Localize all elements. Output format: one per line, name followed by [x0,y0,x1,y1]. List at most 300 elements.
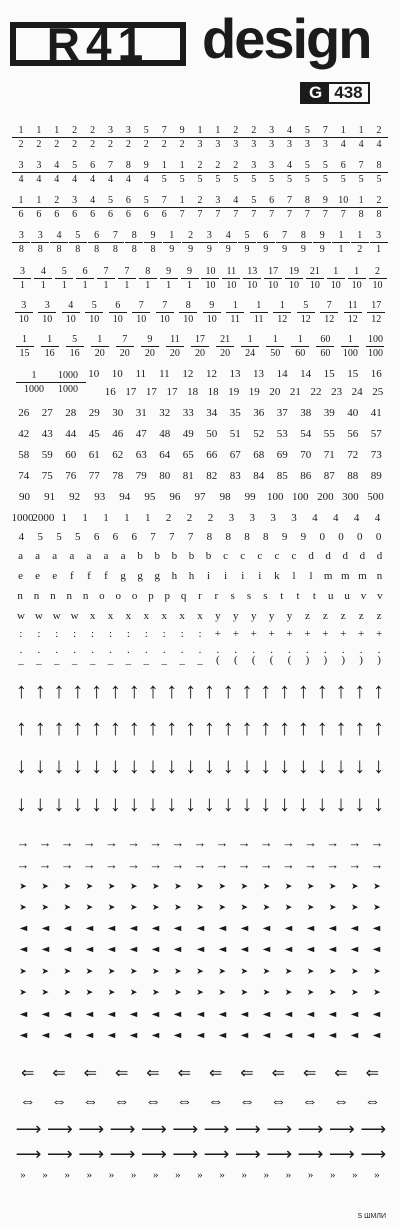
punctuation-glyph: _ [54,654,60,666]
punctuation-glyph: ) [323,654,328,666]
arrow-icon: ➤ [19,966,27,976]
letter-glyph: a [103,550,109,562]
arrow-icon: ↓ [279,791,291,816]
fraction-glyph: 7 2 [153,125,175,150]
number-glyph: 71 [323,449,335,461]
number-glyph: 46 [112,428,124,440]
number-glyph: 8 [225,531,231,543]
punctuation-glyph: + [268,628,275,640]
arrow-icon: ↓ [203,791,215,816]
arrow-icon: → [215,835,229,850]
punctuation-glyph: : [73,628,77,640]
fraction-glyph: 4 8 [48,230,70,255]
number-glyph: 200 [317,491,334,503]
fraction-glyph: 7 6 [153,195,175,220]
arrow-icon: » [42,1169,48,1181]
number-glyph: 4 [312,512,318,524]
arrow-icon: ◄ [370,1030,384,1040]
fraction-glyph: 1 1000 [14,370,54,395]
fraction-glyph: 2 5 [189,160,211,185]
arrow-icon: ⇔ [301,1093,318,1110]
arrow-icon: ↑ [279,678,291,703]
number-glyph: 53 [276,428,288,440]
letter-glyph: i [241,570,245,582]
arrow-icon: ➤ [63,902,72,912]
arrow-icon: ➤ [240,902,248,912]
number-glyph: 24 [351,386,363,398]
arrow-icon: ➤ [41,881,49,891]
number-glyph: 15 [323,368,335,380]
letter-glyph: s [230,590,235,602]
number-glyph: 99 [244,491,256,503]
number-glyph: 72 [347,449,359,461]
punctuation-glyph: ( [233,654,238,666]
letter-glyph: k [274,570,280,582]
fraction-glyph: 1 20 [89,334,111,359]
arrow-icon: ◄ [304,923,317,933]
letter-glyph: o [131,590,138,602]
arrow-icon: ↓ [15,791,27,816]
arrow-icon: ⟶ [329,1144,355,1164]
punctuation-glyph: . [109,644,112,656]
letter-glyph: c [291,550,297,562]
fraction-glyph: 8 1 [137,266,159,291]
arrow-icon: ◄ [282,944,295,954]
arrow-icon: ◄ [326,1030,339,1040]
punctuation-glyph: ) [359,654,363,666]
arrow-icon: ⇐ [240,1065,254,1082]
arrow-icon: → [149,835,163,850]
punctuation-glyph: ) [377,654,381,666]
arrow-icon: ↑ [34,715,46,740]
fraction-glyph: 1 5 [171,160,193,185]
number-glyph: 8 [244,531,250,543]
number-glyph: 92 [69,491,81,503]
punctuation-glyph: : [198,628,202,640]
number-glyph: 94 [119,491,131,503]
letter-glyph: x [89,610,96,622]
punctuation-glyph: + [214,628,221,640]
number-glyph: 68 [253,449,265,461]
punctuation-glyph: + [375,628,383,640]
letter-glyph: b [137,550,143,562]
number-glyph: 26 [18,407,30,419]
arrow-icon: » [374,1169,380,1181]
number-glyph: 5 [37,531,43,543]
fraction-glyph: 1 11 [248,300,270,325]
arrow-icon: » [241,1169,247,1181]
fraction-glyph: 9 7 [314,195,336,220]
fraction-glyph: 1 2 [46,125,68,150]
letter-glyph: y [215,610,221,622]
arrow-icon: ◄ [16,1009,30,1019]
arrow-icon: → [60,857,74,872]
arrow-icon: ➤ [351,987,359,997]
arrow-icon: ⇔ [82,1093,99,1110]
arrow-icon: ↓ [335,753,347,778]
arrow-icon: ↓ [128,753,140,778]
fraction-glyph: 4 3 [279,125,301,150]
fraction-glyph: 1 6 [10,195,32,220]
number-glyph: 19 [228,386,240,398]
punctuation-glyph: . [270,644,273,656]
number-glyph: 38 [300,407,312,419]
number-glyph: 93 [94,491,106,503]
arrow-icon: ↑ [316,715,328,740]
arrow-icon: ◄ [83,944,96,954]
letter-glyph: m [340,570,350,582]
letter-glyph: e [35,570,41,582]
number-glyph: 42 [18,428,30,440]
arrow-icon: ◄ [83,1030,96,1040]
fraction-glyph: 3 8 [10,230,32,255]
arrow-icon: ↑ [354,715,366,740]
fraction-glyph: 1 100 [342,334,358,359]
arrow-icon: ⟶ [141,1119,167,1139]
number-glyph: 35 [229,407,241,419]
arrow-icon: ↑ [53,715,65,740]
arrow-icon: → [171,835,185,850]
punctuation-glyph: . [323,644,327,656]
number-glyph: 1000 [11,512,34,524]
arrow-icon: ➤ [63,881,72,891]
arrow-icon: ↓ [241,753,253,778]
arrow-icon: ⇐ [52,1065,66,1082]
letter-glyph: r [198,590,202,602]
letter-glyph: z [376,610,382,622]
punctuation-glyph: _ [89,654,96,666]
fraction-glyph: 1 5 [153,160,175,185]
fraction-glyph: 6 8 [86,230,108,255]
number-glyph: 3 [291,512,297,524]
letter-glyph: l [292,570,296,582]
arrow-icon: → [259,835,273,850]
fraction-glyph: 1 50 [264,334,286,359]
letter-glyph: n [50,590,56,602]
number-glyph: 87 [323,470,335,482]
fraction-glyph: 10 7 [332,195,354,220]
fraction-glyph: 1 10 [346,266,368,291]
number-glyph: 61 [88,449,100,461]
punctuation-glyph: . [19,644,23,656]
number-glyph: 12 [182,368,194,380]
arrow-icon: ↓ [72,791,84,816]
fraction-glyph: 17 12 [365,300,387,325]
number-glyph: 98 [219,491,231,503]
arrow-icon: » [153,1169,159,1181]
letter-glyph: o [99,590,105,602]
number-glyph: 78 [112,470,124,482]
arrow-icon: ↑ [147,678,159,703]
number-glyph: 90 [19,491,31,503]
arrow-icon: ➤ [151,966,160,976]
arrow-icon: ➤ [107,902,116,912]
fraction-glyph: 11 10 [220,266,242,291]
number-glyph: 44 [65,428,77,440]
number-glyph: 56 [347,428,359,440]
arrow-icon: ↓ [279,753,291,778]
arrow-icon: ◄ [326,923,339,933]
number-glyph: 51 [229,428,241,440]
number-glyph: 59 [41,449,53,461]
letter-glyph: w [52,610,61,622]
arrow-icon: ⟶ [78,1144,105,1164]
fraction-glyph: 5 9 [236,230,258,255]
fraction-glyph: 2 7 [189,195,211,220]
letter-glyph: e [18,570,23,582]
arrow-icon: → [105,857,119,872]
punctuation-glyph: . [234,644,238,656]
letter-glyph: c [274,550,280,562]
arrow-icon: ➤ [373,966,381,976]
arrow-icon: ⇐ [334,1065,348,1082]
letter-glyph: a [18,550,23,562]
arrow-icon: → [281,835,295,850]
arrow-icon: ⟶ [78,1119,105,1139]
fraction-glyph: 1 2 [28,125,50,150]
arrow-icon: ⟶ [297,1144,324,1164]
arrow-icon: ⟶ [203,1144,230,1164]
arrow-icon: ◄ [348,944,362,954]
fraction-glyph: 5 5 [314,160,336,185]
punctuation-glyph: . [91,644,94,656]
arrow-icon: ➤ [63,966,72,976]
fraction-glyph: 1 10 [325,266,347,291]
fraction-glyph: 7 8 [104,230,126,255]
letter-glyph: x [197,610,203,622]
arrow-icon: ◄ [260,923,273,933]
arrow-icon: ➤ [41,966,49,976]
fraction-glyph: 1 3 [189,125,211,150]
punctuation-glyph: ( [269,654,274,666]
arrow-icon: ➤ [41,902,49,912]
letter-glyph: z [322,610,328,622]
arrow-icon: → [370,857,384,872]
letter-glyph: p [164,590,171,602]
arrow-icon: ↑ [166,715,178,740]
arrow-icon: → [348,835,362,850]
fraction-glyph: 1000 1000 [48,370,88,395]
number-glyph: 14 [300,368,312,380]
number-glyph: 0 [357,531,363,543]
arrow-icon: ➤ [218,881,226,891]
number-glyph: 95 [144,491,156,503]
number-glyph: 25 [372,386,384,398]
arrow-icon: ◄ [193,923,207,933]
arrow-icon: ➤ [262,987,271,997]
fraction-glyph: 2 9 [180,230,202,255]
number-glyph: 3 [249,512,255,524]
letter-glyph: f [104,570,108,582]
arrow-icon: ➤ [174,902,182,912]
arrow-icon: ◄ [215,923,229,933]
fraction-glyph: 5 4 [64,160,86,185]
arrow-icon: ⟶ [109,1119,136,1139]
number-glyph: 0 [319,531,325,543]
number-glyph: 5 [75,531,81,543]
arrow-icon: ➤ [328,902,337,912]
arrow-icon: ◄ [193,1009,207,1019]
arrow-icon: ◄ [237,944,251,954]
punctuation-glyph: _ [143,654,150,666]
arrow-icon: ➤ [351,902,359,912]
fraction-glyph: 3 1 [368,230,390,255]
letter-glyph: r [214,590,219,602]
arrow-icon: » [20,1169,26,1181]
number-glyph: 1 [61,512,67,524]
arrow-icon: ◄ [127,944,140,954]
arrow-icon: ↓ [222,753,234,778]
arrow-icon: ↑ [109,715,121,740]
arrow-icon: ➤ [284,987,293,997]
arrow-icon: ↑ [316,678,328,703]
punctuation-glyph: : [91,628,95,640]
letter-glyph: t [312,590,316,602]
arrow-icon: ◄ [237,1009,251,1019]
arrow-icon: ➤ [218,987,226,997]
arrow-icon: ➤ [196,902,204,912]
letter-glyph: c [240,550,246,562]
punctuation-glyph: . [377,644,381,656]
fraction-glyph: 1 60 [289,334,311,359]
fraction-glyph: 8 7 [296,195,318,220]
arrow-icon: ⇐ [146,1065,160,1082]
arrow-icon: ◄ [193,1030,207,1040]
letter-glyph: v [377,590,383,602]
number-glyph: 9 [281,531,288,543]
number-glyph: 41 [370,407,382,419]
fraction-glyph: 21 10 [304,266,326,291]
punctuation-glyph: + [304,628,311,640]
letter-glyph: q [180,590,187,602]
arrow-icon: ⇔ [145,1093,161,1110]
arrow-icon: ↑ [279,715,291,740]
arrow-icon: ⟶ [235,1144,261,1164]
number-glyph: 6 [112,531,119,543]
fraction-glyph: 1 1 [330,230,352,255]
letter-glyph: v [360,590,367,602]
arrow-icon: ◄ [105,923,118,933]
letter-glyph: x [179,610,185,622]
arrow-icon: ⇐ [114,1065,129,1082]
letter-glyph: d [308,550,314,562]
arrow-icon: ◄ [304,944,317,954]
arrow-icon: ➤ [107,966,116,976]
arrow-icon: ➤ [351,881,359,891]
fraction-glyph: 6 4 [82,160,104,185]
punctuation-glyph: _ [197,654,203,666]
fraction-glyph: 7 12 [318,300,340,325]
arrow-icon: ↓ [260,753,272,778]
number-glyph: 54 [300,428,312,440]
letter-glyph: g [137,570,143,582]
letter-glyph: n [17,590,23,602]
fraction-glyph: 7 7 [279,195,301,220]
letter-glyph: a [69,550,75,562]
fraction-glyph: 7 10 [154,300,176,325]
punctuation-glyph: _ [161,654,167,666]
arrow-icon: ➤ [240,987,248,997]
arrow-icon: ➤ [306,966,315,976]
fraction-glyph: 5 10 [83,300,105,325]
fraction-glyph: 11 20 [164,334,186,359]
arrow-icon: ↓ [91,791,103,816]
arrow-icon: ⟶ [47,1119,73,1139]
arrow-icon: ↑ [147,715,159,740]
letter-glyph: c [223,550,229,562]
number-glyph: 7 [169,531,175,543]
number-glyph: 80 [159,470,171,482]
arrow-icon: ⇔ [51,1093,67,1110]
letter-glyph: l [309,570,313,582]
sheet-code-number: 438 [334,83,363,102]
fraction-glyph: 2 6 [46,195,68,220]
number-glyph: 62 [112,449,124,461]
arrow-icon: ⇔ [113,1093,130,1110]
arrow-icon: ◄ [171,923,185,933]
arrow-icon: → [370,835,384,850]
punctuation-glyph: . [55,644,59,656]
letter-glyph: t [296,590,300,602]
arrow-icon: ➤ [85,881,94,891]
punctuation-glyph: : [180,628,184,640]
number-glyph: 10 [111,368,123,380]
number-glyph: 10 [88,368,100,380]
fraction-glyph: 7 10 [130,300,152,325]
arrow-icon: ◄ [83,923,96,933]
arrow-icon: → [16,857,30,872]
number-glyph: 91 [44,491,56,503]
punctuation-glyph: . [198,644,202,656]
arrow-icon: ↓ [166,753,178,778]
arrow-icon: ⇔ [207,1093,224,1110]
arrow-icon: ◄ [171,1009,185,1019]
arrow-icon: ⟶ [360,1119,387,1139]
arrow-icon: ↓ [185,791,197,816]
arrow-icon: ◄ [282,1030,295,1040]
punctuation-glyph: : [162,628,166,640]
arrow-icon: ⇔ [176,1093,193,1110]
letter-glyph: h [188,570,195,582]
letter-glyph: d [376,550,383,562]
arrow-icon: ◄ [127,923,140,933]
arrow-icon: ↑ [335,678,347,703]
arrow-icon: ➤ [129,966,138,976]
number-glyph: 76 [65,470,77,482]
arrow-icon: ◄ [370,1009,384,1019]
number-glyph: 85 [276,470,288,482]
number-glyph: 18 [187,386,199,398]
fraction-glyph: 1 2 [349,230,371,255]
arrow-icon: ◄ [38,1009,52,1019]
fraction-glyph: 8 8 [123,230,145,255]
letter-glyph: u [344,590,350,602]
arrow-icon: ➤ [63,987,72,997]
fraction-glyph: 3 10 [36,300,58,325]
fraction-glyph: 1 4 [332,125,354,150]
fraction-glyph: 3 1 [11,266,33,291]
arrow-icon: ➤ [129,987,138,997]
arrow-icon: → [193,835,207,850]
design-wordmark: design [202,7,371,70]
number-glyph: 4 [374,512,381,524]
arrow-icon: ↓ [109,753,121,778]
number-glyph: 4 [18,531,25,543]
letter-glyph: z [358,610,364,622]
arrow-icon: ↓ [147,753,159,778]
fraction-glyph: 7 1 [95,266,117,291]
arrow-icon: ↓ [335,791,347,816]
